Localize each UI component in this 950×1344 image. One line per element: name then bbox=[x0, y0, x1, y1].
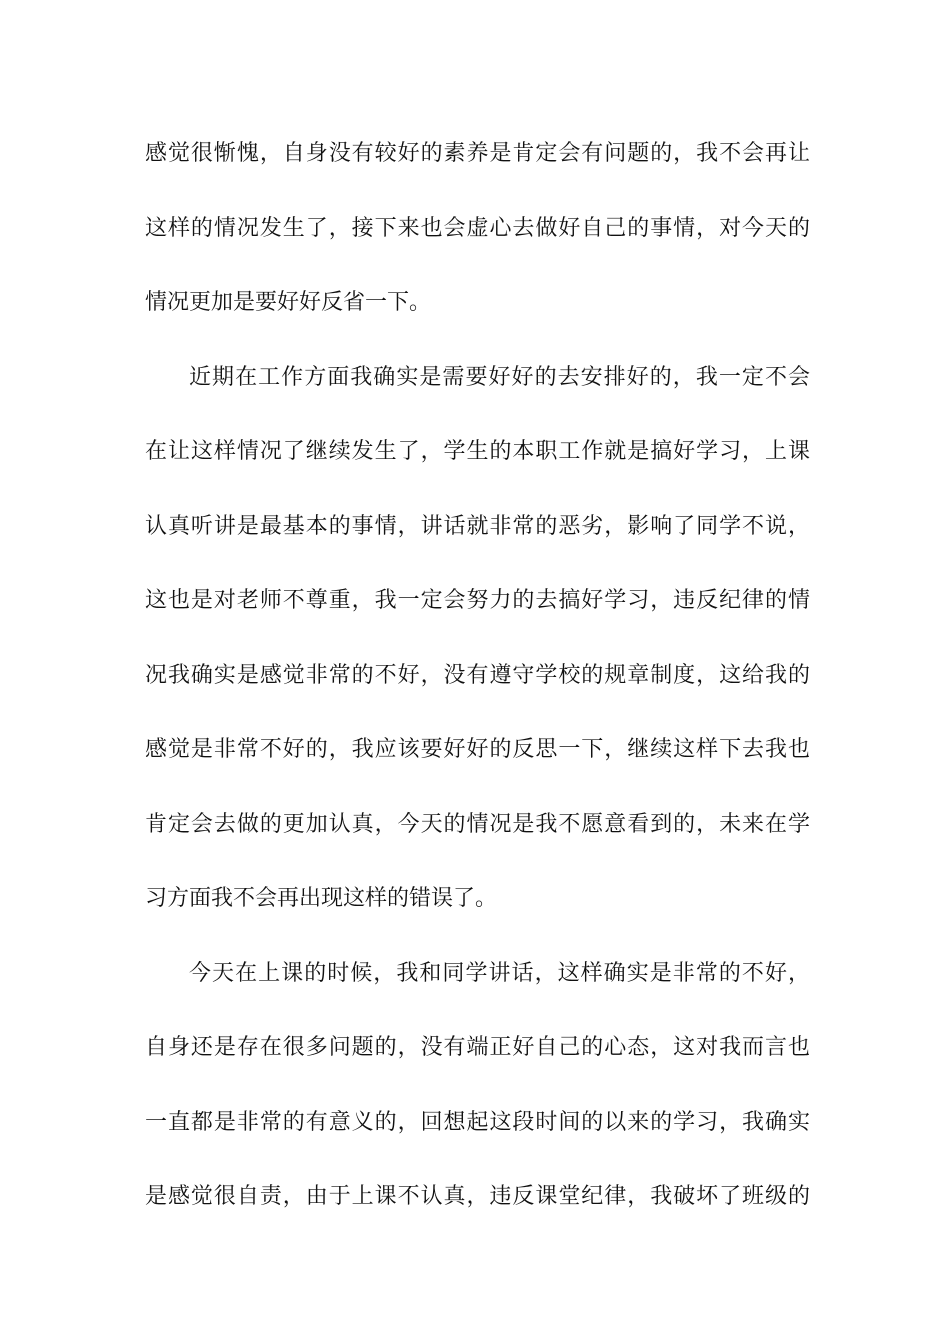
text-line: 习方面我不会再出现这样的错误了。 bbox=[145, 886, 498, 911]
text-line: 情况更加是要好好反省一下。 bbox=[145, 290, 432, 315]
text-line: 是感觉很自责，由于上课不认真，违反课堂纪律，我破坏了班级的 bbox=[145, 1184, 810, 1209]
text-line: 近期在工作方面我确实是需要好好的去安排好的，我一定不会 bbox=[189, 364, 810, 390]
text-line: 肯定会去做的更加认真，今天的情况是我不愿意看到的，未来在学 bbox=[145, 811, 810, 837]
text-line: 这样的情况发生了，接下来也会虚心去做好自己的事情，对今天的 bbox=[145, 215, 810, 241]
text-line: 在让这样情况了继续发生了，学生的本职工作就是搞好学习，上课 bbox=[145, 439, 810, 464]
text-line: 今天在上课的时候，我和同学讲话，这样确实是非常的不好， bbox=[189, 960, 810, 986]
document-body bbox=[145, 136, 810, 1254]
text-line: 感觉是非常不好的，我应该要好好的反思一下，继续这样下去我也 bbox=[145, 737, 810, 762]
text-line: 自身还是存在很多问题的，没有端正好自己的心态，这对我而言也 bbox=[145, 1035, 810, 1060]
paragraph-3 bbox=[145, 956, 810, 1254]
text-line: 感觉很惭愧，自身没有较好的素养是肯定会有问题的，我不会再让 bbox=[145, 141, 810, 166]
text-line: 况我确实是感觉非常的不好，没有遵守学校的规章制度，这给我的 bbox=[145, 662, 810, 688]
text-line: 认真听讲是最基本的事情，讲话就非常的恶劣，影响了同学不说， bbox=[145, 513, 810, 539]
text-line: 一直都是非常的有意义的，回想起这段时间的以来的学习，我确实 bbox=[145, 1109, 810, 1135]
paragraph-1 bbox=[145, 136, 810, 360]
paragraph-2 bbox=[145, 360, 810, 956]
text-line: 这也是对老师不尊重，我一定会努力的去搞好学习，违反纪律的情 bbox=[145, 588, 810, 613]
